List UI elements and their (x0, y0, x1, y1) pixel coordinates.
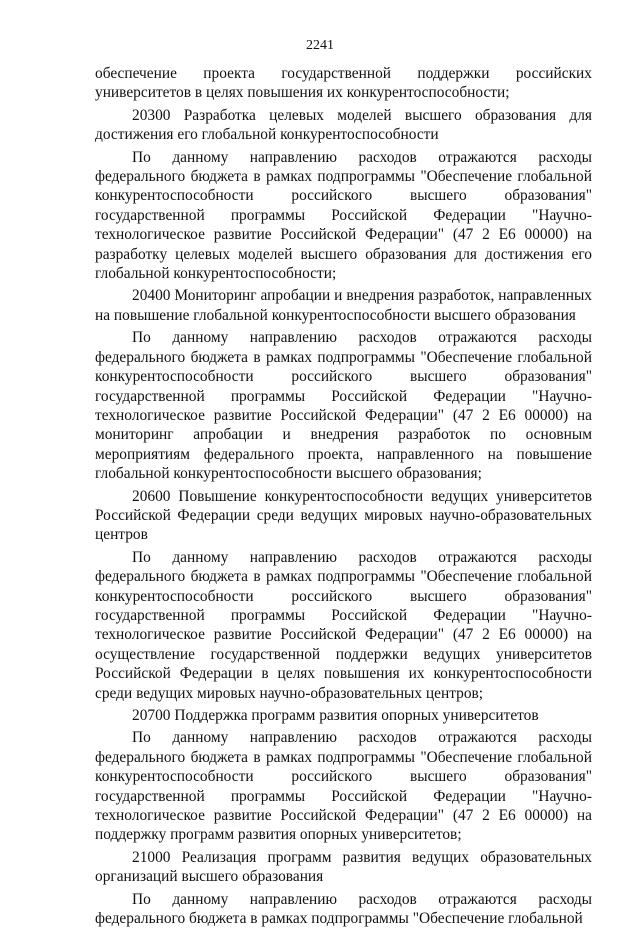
section-heading-21000: 21000 Реализация программ развития ведущих образовательных организаций высшего образования (95, 848, 592, 886)
paragraph-20700-description: По данному направлению расходов отражаются расходы федерального бюджета в рамках подпрограммы "Обеспечение глобальной конкурентоспособности российского высшего образования" государственной программы Российской Федерации "Научно-технологическое развитие Российской Федерации" (47 2 Е6 00000) на поддержку программ развития опорных университетов; (95, 729, 592, 844)
page-number: 2241 (306, 38, 334, 53)
section-heading-20700: 20700 Поддержка программ развития опорных университетов (132, 707, 539, 724)
document-body (95, 64, 592, 931)
paragraph-20400-description: По данному направлению расходов отражаются расходы федерального бюджета в рамках подпрограммы "Обеспечение глобальной конкурентоспособности российского высшего образования" государственной программы Российской Федерации "Научно-технологическое развитие Российской Федерации" (47 2 Е6 00000) на мониторинг апробации и внедрения разработок по основным мероприятиям федерального проекта, направленного на повышение глобальной конкурентоспособности высшего образования; (95, 329, 592, 483)
section-heading-20600: 20600 Повышение конкурентоспособности ведущих университетов Российской Федерации среди ведущих мировых научно-образовательных центров (95, 487, 592, 544)
paragraph-continuation: обеспечение проекта государственной поддержки российских университетов в целях повышения их конкурентоспособности; (95, 65, 592, 102)
section-heading-20300: 20300 Разработка целевых моделей высшего образования для достижения его глобальной конкурентоспособности (95, 106, 592, 144)
paragraph-20600-description: По данному направлению расходов отражаются расходы федерального бюджета в рамках подпрограммы "Обеспечение глобальной конкурентоспособности российского высшего образования" государственной программы Российской Федерации "Научно-технологическое развитие Российской Федерации" (47 2 Е6 00000) на осуществление государственной поддержки ведущих университетов Российской Федерации в целях повышения их конкурентоспособности среди ведущих мировых научно-образовательных центров; (95, 548, 592, 702)
paragraph-20300-description: По данному направлению расходов отражаются расходы федерального бюджета в рамках подпрограммы "Обеспечение глобальной конкурентоспособности российского высшего образования" государственной программы Российской Федерации "Научно-технологическое развитие Российской Федерации" (47 2 Е6 00000) на разработку целевых моделей высшего образования для достижения его глобальной конкурентоспособности; (95, 148, 592, 283)
section-heading-20400: 20400 Мониторинг апробации и внедрения разработок, направленных на повышение глобальной конкурентоспособности высшего образования (95, 287, 592, 324)
paragraph-21000-description: По данному направлению расходов отражаются расходы федерального бюджета в рамках подпрограммы "Обеспечение глобальной (95, 890, 592, 928)
